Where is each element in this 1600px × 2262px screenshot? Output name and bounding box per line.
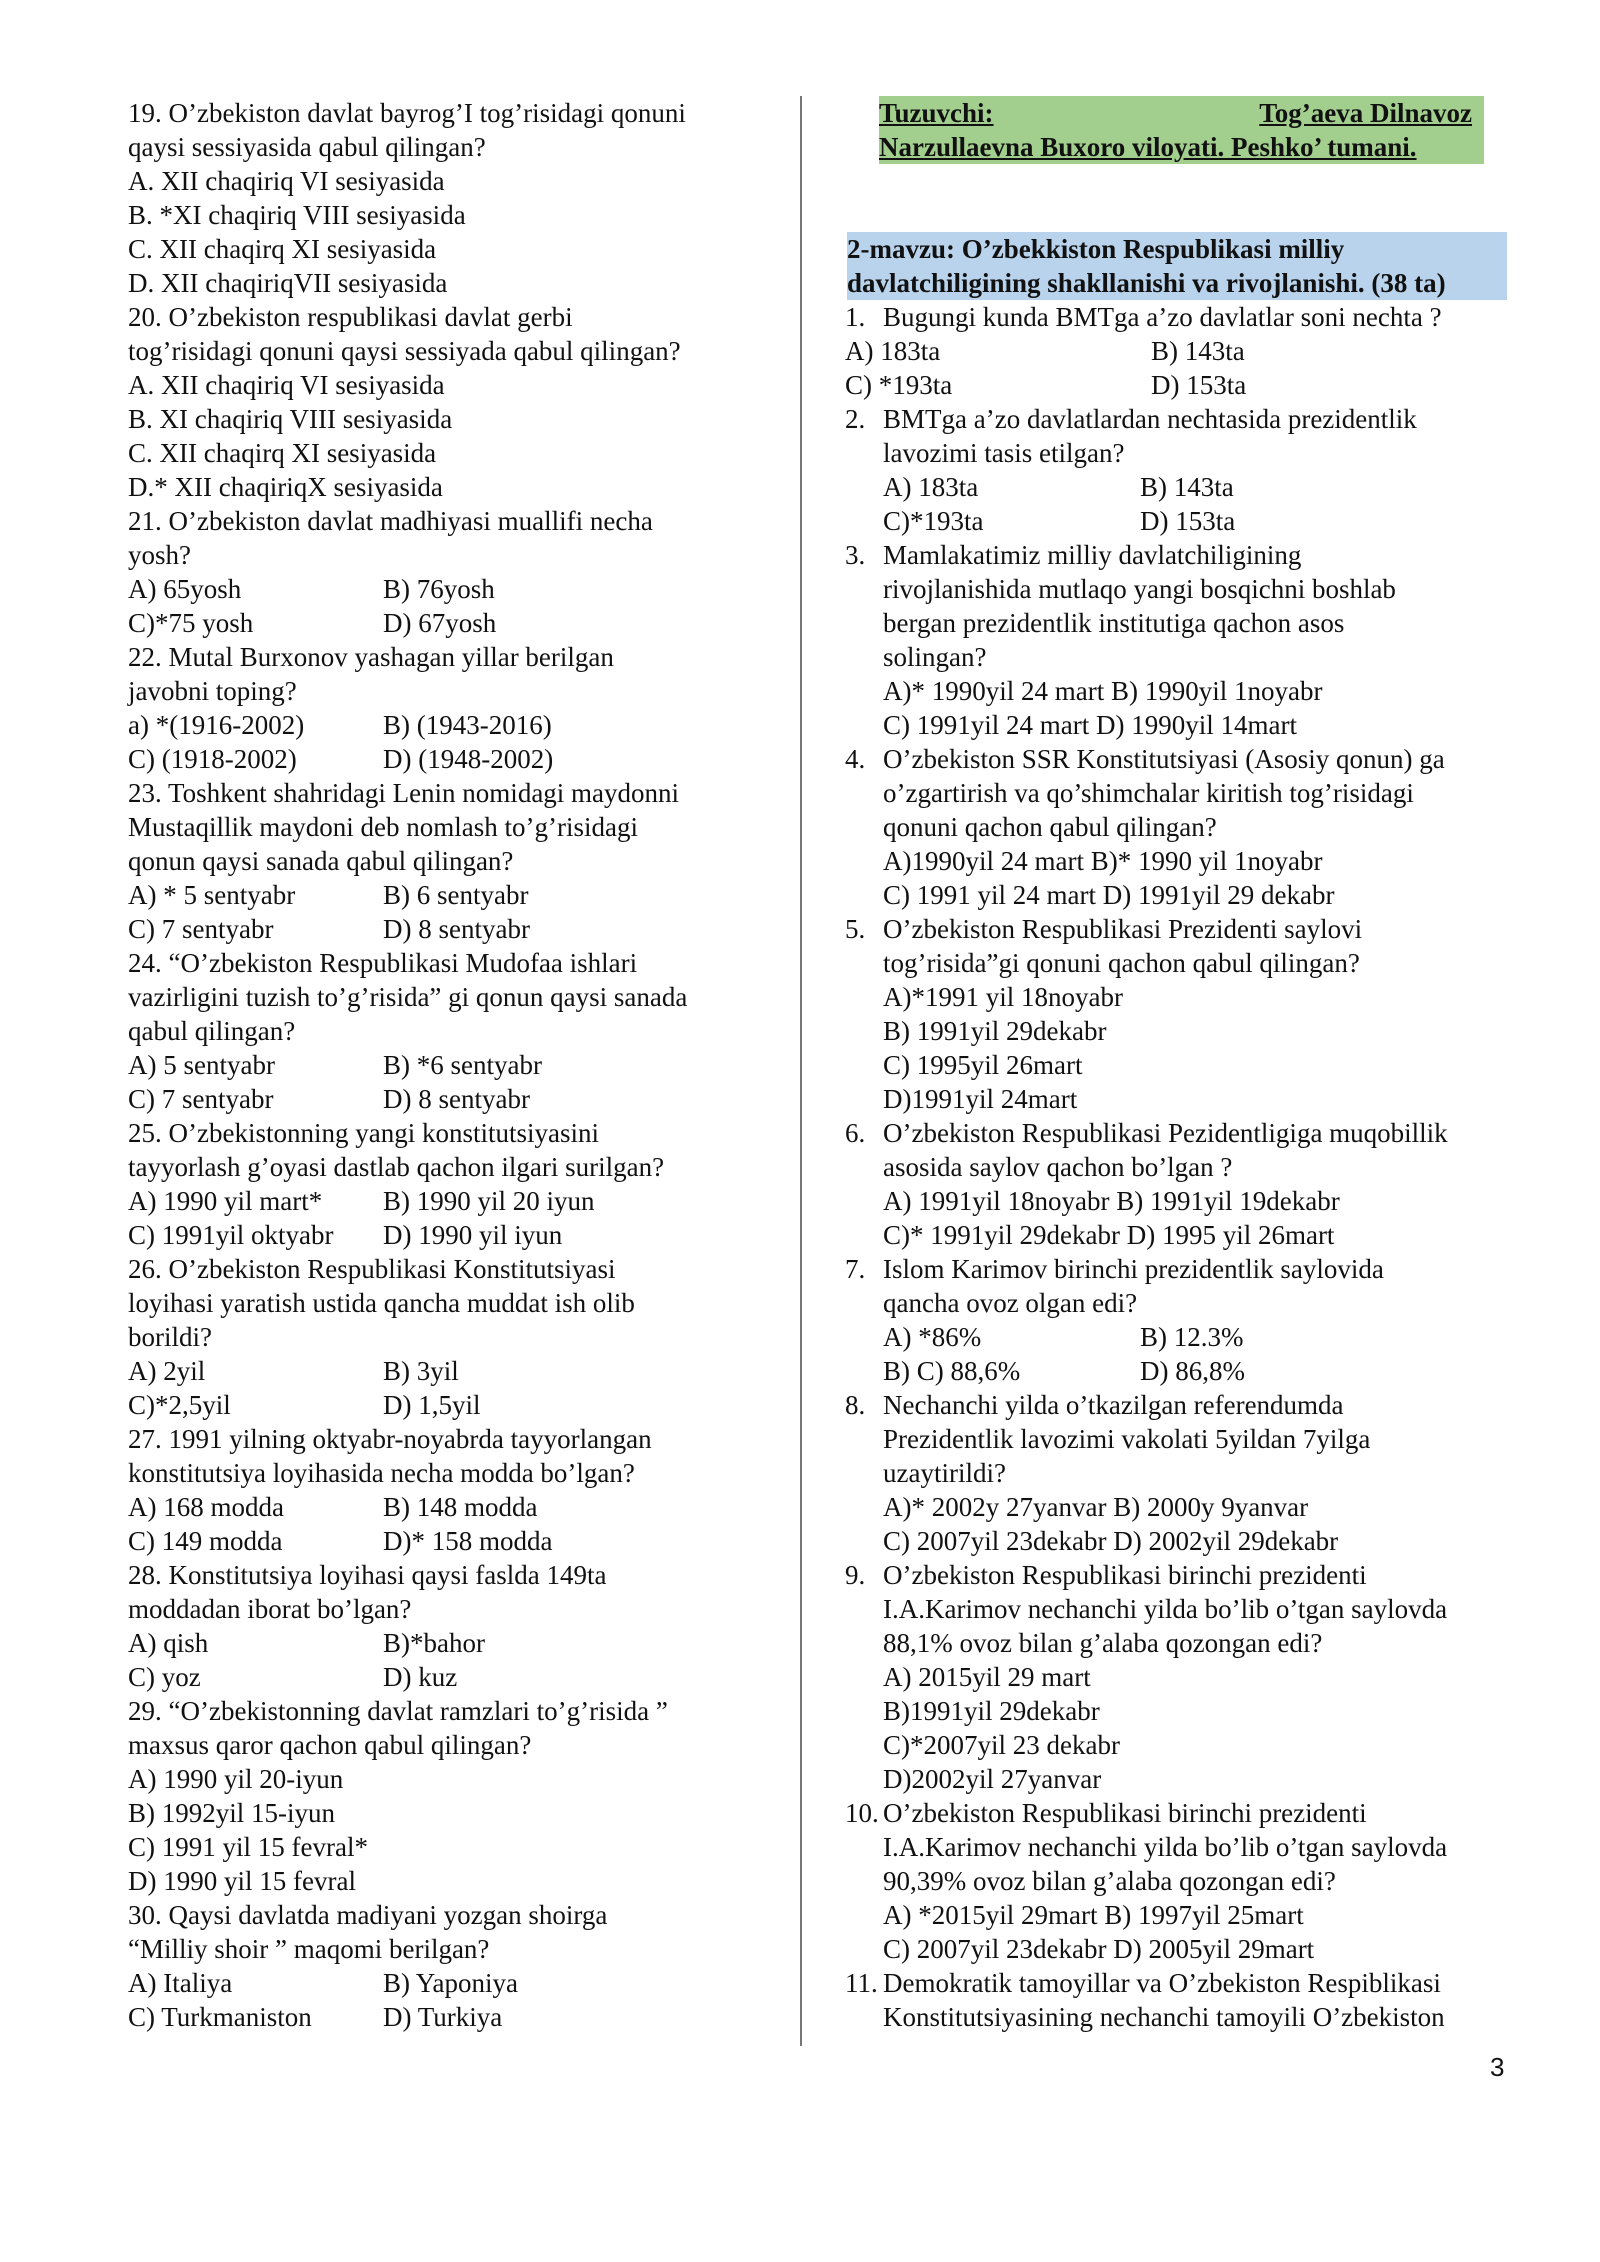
question-line xyxy=(845,1388,1510,1422)
answer-option: A) Italiya xyxy=(128,1968,233,1998)
left-answer-row xyxy=(128,708,748,742)
question-text: Mamlakatimiz milliy davlatchiligining xyxy=(883,540,1302,570)
left-text-line: borildi? xyxy=(128,1322,212,1352)
answer-option: A) 5 sentyabr xyxy=(128,1050,275,1080)
answer-option: C)*193ta xyxy=(883,506,984,536)
right-text-line: A)* 1990yil 24 mart B) 1990yil 1noyabr xyxy=(883,676,1323,706)
left-text-line: D.* XII chaqiriqX sesiyasida xyxy=(128,472,443,502)
right-column xyxy=(845,96,1510,2034)
right-text-line: tog’risida”gi qonuni qachon qabul qilingan? xyxy=(883,948,1360,978)
question-number: 1. xyxy=(845,302,866,332)
question-line xyxy=(845,742,1510,776)
right-text-line: solingan? xyxy=(883,642,987,672)
left-text-line: javobni toping? xyxy=(128,676,297,706)
answer-option: A) *86% xyxy=(883,1322,982,1352)
right-answer-row xyxy=(845,334,1510,368)
left-text-line: yosh? xyxy=(128,540,191,570)
right-answer-row xyxy=(845,1320,1510,1354)
question-number: 11. xyxy=(845,1968,878,1998)
answer-option: C)*2,5yil xyxy=(128,1390,231,1420)
question-number: 7. xyxy=(845,1254,866,1284)
author-location: Narzullaevna Buxoro viloyati. Peshko’ tumani. xyxy=(879,130,1484,164)
author-box xyxy=(879,96,1484,164)
right-text-line: Konstitutsiyasining nechanchi tamoyili O’zbekiston xyxy=(883,2002,1445,2032)
right-text-line: C)*2007yil 23 dekabr xyxy=(883,1730,1120,1760)
left-answer-row xyxy=(128,1184,748,1218)
right-text-line: C) 2007yil 23dekabr D) 2002yil 29dekabr xyxy=(883,1526,1339,1556)
answer-option: D) 67yosh xyxy=(383,608,497,638)
answer-option: D) 8 sentyabr xyxy=(383,914,530,944)
answer-option: C) 1991yil oktyabr xyxy=(128,1220,334,1250)
answer-option: A) qish xyxy=(128,1628,209,1658)
left-answer-row xyxy=(128,2000,748,2034)
question-number: 6. xyxy=(845,1118,866,1148)
question-line xyxy=(845,1796,1510,1830)
left-text-line: tayyorlash g’oyasi dastlab qachon ilgari surilgan? xyxy=(128,1152,665,1182)
answer-option: D) Turkiya xyxy=(383,2002,503,2032)
left-text-line: 23. Toshkent shahridagi Lenin nomidagi maydonni xyxy=(128,778,680,808)
question-text: O’zbekiston SSR Konstitutsiyasi (Asosiy qonun) ga xyxy=(883,744,1445,774)
answer-option: B) 1990 yil 20 iyun xyxy=(383,1186,595,1216)
answer-option: A) 183ta xyxy=(845,336,941,366)
question-number: 5. xyxy=(845,914,866,944)
left-text-line: B. *XI chaqiriq VIII sesiyasida xyxy=(128,200,466,230)
left-answer-row xyxy=(128,1388,748,1422)
answer-option: B) 6 sentyabr xyxy=(383,880,529,910)
left-text-line: C. XII chaqirq XI sesiyasida xyxy=(128,438,437,468)
answer-option: C) 7 sentyabr xyxy=(128,1084,274,1114)
left-answer-row xyxy=(128,1354,748,1388)
answer-option: C) *193ta xyxy=(845,370,953,400)
right-text-line: C) 1991yil 24 mart D) 1990yil 14mart xyxy=(883,710,1297,740)
question-line xyxy=(845,538,1510,572)
question-number: 3. xyxy=(845,540,866,570)
answer-option: D) kuz xyxy=(383,1662,458,1692)
right-text-line: A) 1991yil 18noyabr B) 1991yil 19dekabr xyxy=(883,1186,1340,1216)
left-text-line: konstitutsiya loyihasida necha modda bo’lgan? xyxy=(128,1458,635,1488)
answer-option: B) 143ta xyxy=(1151,336,1245,366)
left-text-line: 19. O’zbekiston davlat bayrog’I tog’risidagi qonuni xyxy=(128,98,686,128)
question-line xyxy=(845,402,1510,436)
answer-option: B) 76yosh xyxy=(383,574,495,604)
question-line xyxy=(845,912,1510,946)
left-text-line: D. XII chaqiriqVII sesiyasida xyxy=(128,268,448,298)
left-text-line: tog’risidagi qonuni qaysi sessiyada qabul qilingan? xyxy=(128,336,681,366)
left-text-line: 30. Qaysi davlatda madiyani yozgan shoirga xyxy=(128,1900,608,1930)
right-text-line: A) *2015yil 29mart B) 1997yil 25mart xyxy=(883,1900,1304,1930)
answer-option: B) (1943-2016) xyxy=(383,710,552,740)
answer-option: C) yoz xyxy=(128,1662,201,1692)
answer-option: B) C) 88,6% xyxy=(883,1356,1021,1386)
right-text-line: lavozimi tasis etilgan? xyxy=(883,438,1125,468)
answer-option: B) 3yil xyxy=(383,1356,459,1386)
answer-option: C) (1918-2002) xyxy=(128,744,297,774)
right-text-line: A)* 2002y 27yanvar B) 2000y 9yanvar xyxy=(883,1492,1309,1522)
answer-option: D) 1990 yil iyun xyxy=(383,1220,563,1250)
question-number: 8. xyxy=(845,1390,866,1420)
question-text: Islom Karimov birinchi prezidentlik saylovida xyxy=(883,1254,1384,1284)
answer-option: B) *6 sentyabr xyxy=(383,1050,542,1080)
left-text-line: loyihasi yaratish ustida qancha muddat ish olib xyxy=(128,1288,635,1318)
answer-option: A) 1990 yil mart* xyxy=(128,1186,323,1216)
right-text-line: C)* 1991yil 29dekabr D) 1995 yil 26mart xyxy=(883,1220,1335,1250)
left-answer-row xyxy=(128,1966,748,2000)
answer-option: B) Yaponiya xyxy=(383,1968,519,1998)
question-line xyxy=(845,1252,1510,1286)
right-text-line: 88,1% ovoz bilan g’alaba qozongan edi? xyxy=(883,1628,1323,1658)
answer-option: A) 65yosh xyxy=(128,574,242,604)
topic-line-1: 2-mavzu: O’zbekkiston Respublikasi milliy xyxy=(847,232,1507,266)
right-text-line: A) 2015yil 29 mart xyxy=(883,1662,1091,1692)
answer-option: A) * 5 sentyabr xyxy=(128,880,296,910)
answer-option: B) 148 modda xyxy=(383,1492,538,1522)
left-text-line: vazirligini tuzish to’g’risida” gi qonun qaysi sanada xyxy=(128,982,688,1012)
answer-option: C) Turkmaniston xyxy=(128,2002,312,2032)
left-text-line: qaysi sessiyasida qabul qilingan? xyxy=(128,132,486,162)
left-text-line: A) 1990 yil 20-iyun xyxy=(128,1764,344,1794)
answer-option: B) 143ta xyxy=(1140,472,1234,502)
right-text-line: A)*1991 yil 18noyabr xyxy=(883,982,1123,1012)
left-text-line: maxsus qaror qachon qabul qilingan? xyxy=(128,1730,532,1760)
left-answer-row xyxy=(128,1524,748,1558)
right-answer-row xyxy=(845,1354,1510,1388)
left-text-line: 20. O’zbekiston respublikasi davlat gerbi xyxy=(128,302,573,332)
topic-heading xyxy=(847,232,1507,300)
right-text-line: rivojlanishida mutlaqo yangi bosqichni boshlab xyxy=(883,574,1396,604)
left-text-line: C) 1991 yil 15 fevral* xyxy=(128,1832,368,1862)
right-text-line: Prezidentlik lavozimi vakolati 5yildan 7yilga xyxy=(883,1424,1371,1454)
right-text-line: I.A.Karimov nechanchi yilda bo’lib o’tgan saylovda xyxy=(883,1832,1448,1862)
question-text: Bugungi kunda BMTga a’zo davlatlar soni nechta ? xyxy=(883,302,1442,332)
topic-line-2: davlatchiligining shakllanishi va rivojlanishi. (38 ta) xyxy=(847,266,1507,300)
author-label: Tuzuvchi: xyxy=(879,98,994,128)
right-text-line: asosida saylov qachon bo’lgan ? xyxy=(883,1152,1233,1182)
question-text: Nechanchi yilda o’tkazilgan referendumda xyxy=(883,1390,1344,1420)
right-answer-row xyxy=(845,470,1510,504)
right-text-line: qonuni qachon qabul qilingan? xyxy=(883,812,1217,842)
question-line xyxy=(845,1558,1510,1592)
answer-option: D) (1948-2002) xyxy=(383,744,554,774)
left-text-line: 21. O’zbekiston davlat madhiyasi muallifi necha xyxy=(128,506,653,536)
question-text: O’zbekiston Respublikasi birinchi prezidenti xyxy=(883,1560,1367,1590)
left-text-line: moddadan iborat bo’lgan? xyxy=(128,1594,412,1624)
answer-option: A) 2yil xyxy=(128,1356,206,1386)
answer-option: D)* 158 modda xyxy=(383,1526,553,1556)
left-answer-row xyxy=(128,1490,748,1524)
right-questions xyxy=(845,300,1510,2034)
answer-option: D) 8 sentyabr xyxy=(383,1084,530,1114)
question-number: 9. xyxy=(845,1560,866,1590)
left-column xyxy=(128,96,748,2034)
question-number: 2. xyxy=(845,404,866,434)
left-text-line: 22. Mutal Burxonov yashagan yillar berilgan xyxy=(128,642,614,672)
right-text-line: qancha ovoz olgan edi? xyxy=(883,1288,1138,1318)
left-text-line: 27. 1991 yilning oktyabr-noyabrda tayyorlangan xyxy=(128,1424,652,1454)
question-line xyxy=(845,300,1510,334)
right-text-line: B)1991yil 29dekabr xyxy=(883,1696,1100,1726)
answer-option: B) 12.3% xyxy=(1140,1322,1244,1352)
right-text-line: D)1991yil 24mart xyxy=(883,1084,1078,1114)
left-answer-row xyxy=(128,606,748,640)
page-number: 3 xyxy=(1490,2052,1505,2082)
left-answer-row xyxy=(128,742,748,776)
author-name: Tog’aeva Dilnavoz xyxy=(1259,98,1472,128)
left-answer-row xyxy=(128,1660,748,1694)
question-text: O’zbekiston Respublikasi birinchi prezidenti xyxy=(883,1798,1367,1828)
right-text-line: C) 2007yil 23dekabr D) 2005yil 29mart xyxy=(883,1934,1315,1964)
right-answer-row xyxy=(845,368,1510,402)
left-text-line: D) 1990 yil 15 fevral xyxy=(128,1866,356,1896)
left-text-line: B) 1992yil 15-iyun xyxy=(128,1798,335,1828)
right-text-line: A)1990yil 24 mart B)* 1990 yil 1noyabr xyxy=(883,846,1323,876)
question-number: 4. xyxy=(845,744,866,774)
answer-option: D) 153ta xyxy=(1151,370,1247,400)
question-line xyxy=(845,1966,1510,2000)
left-text-line: 25. O’zbekistonning yangi konstitutsiyasini xyxy=(128,1118,599,1148)
left-answer-row xyxy=(128,912,748,946)
answer-option: C) 7 sentyabr xyxy=(128,914,274,944)
left-answer-row xyxy=(128,878,748,912)
right-text-line: I.A.Karimov nechanchi yilda bo’lib o’tgan saylovda xyxy=(883,1594,1448,1624)
left-text-line: 28. Konstitutsiya loyihasi qaysi faslda 149ta xyxy=(128,1560,607,1590)
left-answer-row xyxy=(128,1048,748,1082)
right-text-line: C) 1991 yil 24 mart D) 1991yil 29 dekabr xyxy=(883,880,1335,910)
answer-option: D) 1,5yil xyxy=(383,1390,481,1420)
left-answer-row xyxy=(128,1626,748,1660)
left-answer-row xyxy=(128,572,748,606)
left-text-line: A. XII chaqiriq VI sesiyasida xyxy=(128,166,445,196)
left-text-line: “Milliy shoir ” maqomi berilgan? xyxy=(128,1934,490,1964)
answer-option: A) 183ta xyxy=(883,472,979,502)
column-divider xyxy=(800,96,802,2046)
left-text-line: A. XII chaqiriq VI sesiyasida xyxy=(128,370,445,400)
answer-option: B)*bahor xyxy=(383,1628,485,1658)
answer-option: a) *(1916-2002) xyxy=(128,710,305,740)
question-number: 10. xyxy=(845,1798,879,1828)
left-answer-row xyxy=(128,1218,748,1252)
right-text-line: uzaytirildi? xyxy=(883,1458,1006,1488)
right-text-line: o’zgartirish va qo’shimchalar kiritish tog’risidagi xyxy=(883,778,1414,808)
answer-option: D) 86,8% xyxy=(1140,1356,1245,1386)
question-text: BMTga a’zo davlatlardan nechtasida prezidentlik xyxy=(883,404,1417,434)
left-text-line: B. XI chaqiriq VIII sesiyasida xyxy=(128,404,453,434)
right-text-line: 90,39% ovoz bilan g’alaba qozongan edi? xyxy=(883,1866,1336,1896)
left-answer-row xyxy=(128,1082,748,1116)
right-text-line: B) 1991yil 29dekabr xyxy=(883,1016,1107,1046)
left-text-line: Mustaqillik maydoni deb nomlash to’g’risidagi xyxy=(128,812,638,842)
question-line xyxy=(845,1116,1510,1150)
question-text: O’zbekiston Respublikasi Prezidenti saylovi xyxy=(883,914,1363,944)
left-text-line: 26. O’zbekiston Respublikasi Konstitutsiyasi xyxy=(128,1254,616,1284)
left-text-line: C. XII chaqirq XI sesiyasida xyxy=(128,234,437,264)
right-answer-row xyxy=(845,504,1510,538)
question-text: Demokratik tamoyillar va O’zbekiston Respiblikasi xyxy=(883,1968,1441,1998)
answer-option: C)*75 yosh xyxy=(128,608,254,638)
question-text: O’zbekiston Respublikasi Pezidentligiga muqobillik xyxy=(883,1118,1448,1148)
answer-option: A) 168 modda xyxy=(128,1492,284,1522)
answer-option: D) 153ta xyxy=(1140,506,1236,536)
answer-option: C) 149 modda xyxy=(128,1526,283,1556)
left-text-line: qabul qilingan? xyxy=(128,1016,296,1046)
left-text-line: qonun qaysi sanada qabul qilingan? xyxy=(128,846,514,876)
right-text-line: C) 1995yil 26mart xyxy=(883,1050,1083,1080)
right-text-line: D)2002yil 27yanvar xyxy=(883,1764,1102,1794)
left-text-line: 29. “O’zbekistonning davlat ramzlari to’g’risida ” xyxy=(128,1696,668,1726)
left-text-line: 24. “O’zbekiston Respublikasi Mudofaa ishlari xyxy=(128,948,638,978)
right-text-line: bergan prezidentlik institutiga qachon asos xyxy=(883,608,1345,638)
